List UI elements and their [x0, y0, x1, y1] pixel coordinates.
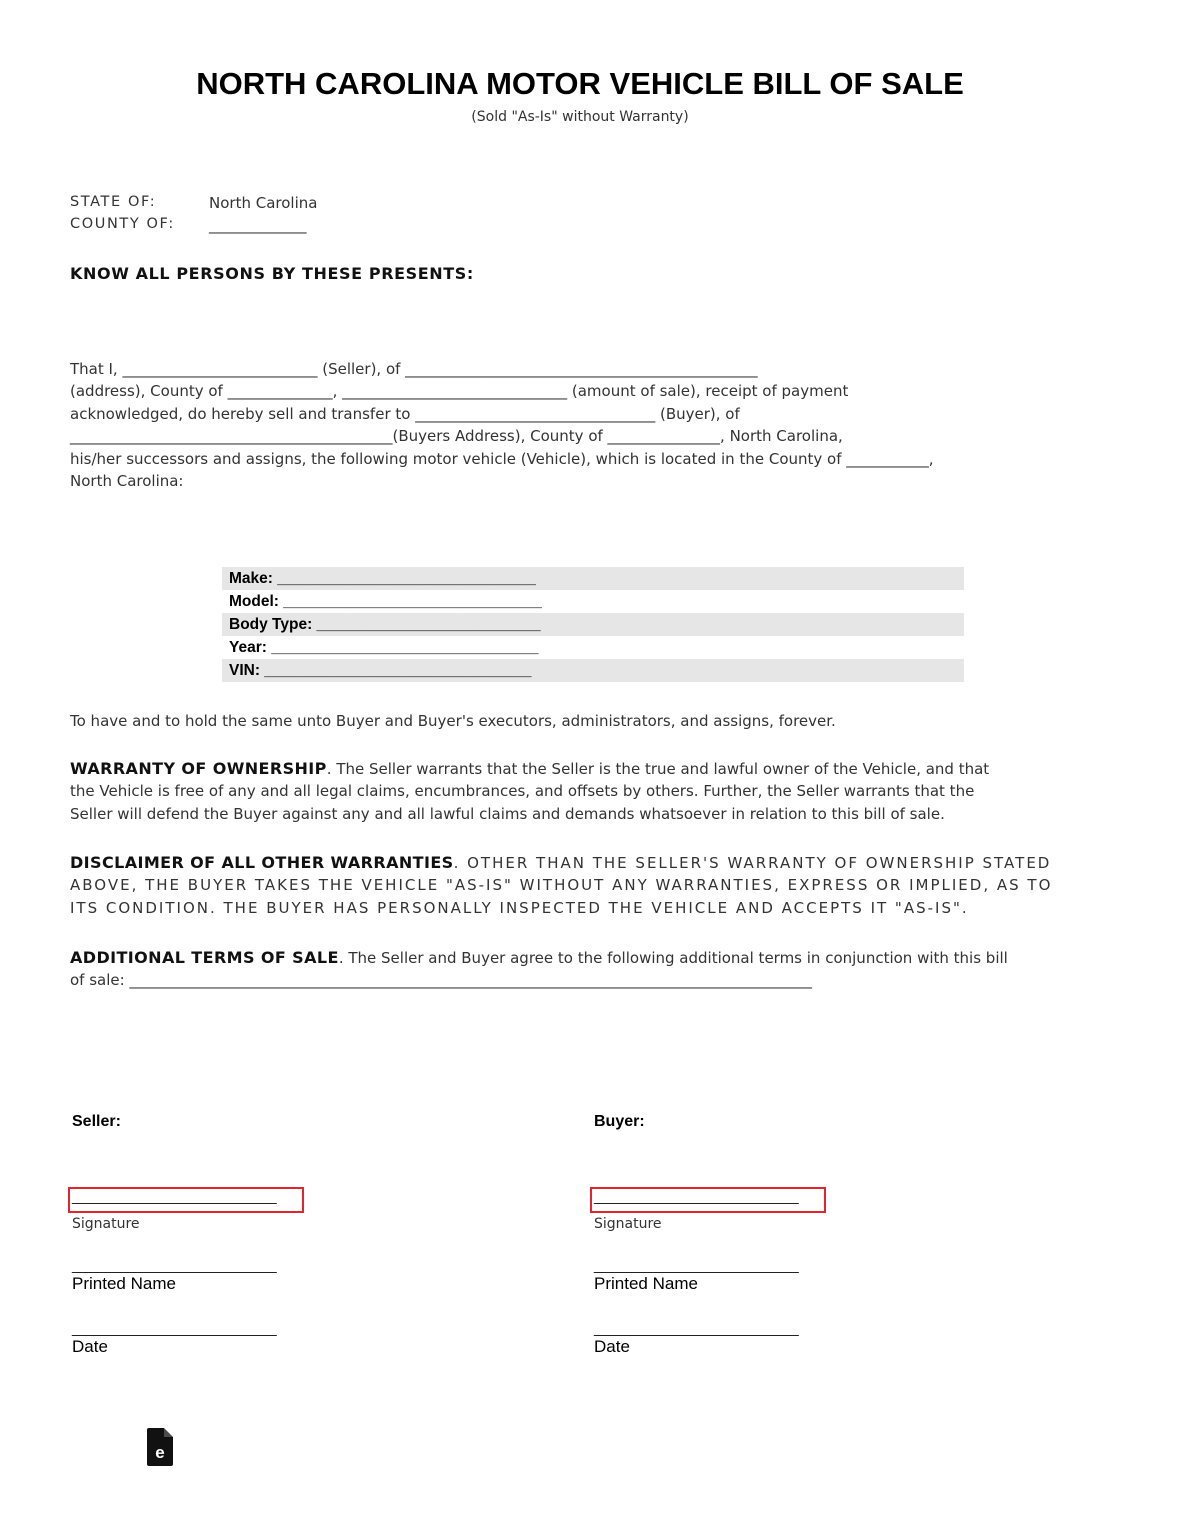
intro-line[interactable]: That I, __________________________ (Seller), of _______________________________________________	[70, 360, 758, 378]
disclaimer-heading: DISCLAIMER OF ALL OTHER WARRANTIES	[70, 853, 454, 872]
document-subtitle: (Sold "As-Is" without Warranty)	[471, 109, 689, 125]
additional-terms-section	[70, 947, 1120, 992]
intro-paragraph	[70, 358, 1120, 492]
buyer-printed-name-label: Printed Name	[594, 1274, 698, 1293]
buyer-signature-line: _______________________	[594, 1188, 799, 1205]
make-field[interactable]: Make: ______________________________	[222, 567, 964, 590]
additional-terms-heading: ADDITIONAL TERMS OF SALE	[70, 948, 339, 967]
intro-line[interactable]: acknowledged, do hereby sell and transfer to ________________________________ (Buyer), of	[70, 404, 740, 423]
warranty-line: . The Seller warrants that the Seller is the true and lawful owner of the Vehicle, and that	[326, 760, 990, 778]
intro-line: North Carolina:	[70, 472, 184, 491]
seller-printed-name-label: Printed Name	[72, 1274, 176, 1293]
warranty-line: Seller will defend the Buyer against any and all lawful claims and demands whatsoever in relation to this bill of sale.	[70, 804, 945, 823]
buyer-printed-name-field[interactable]: _______________________	[594, 1257, 799, 1274]
additional-terms-field[interactable]: of sale: ___________________________________________________________________________________________	[70, 971, 812, 990]
warranty-section	[70, 758, 1120, 825]
document-title: NORTH CAROLINA MOTOR VEHICLE BILL OF SALE	[196, 66, 964, 101]
seller-signature-line: _______________________	[72, 1188, 277, 1205]
seller-signature-label: Signature	[72, 1216, 140, 1232]
buyer-signature-label: Signature	[594, 1216, 662, 1232]
disclaimer-line: ABOVE, THE BUYER TAKES THE VEHICLE "AS-IS" WITHOUT ANY WARRANTIES, EXPRESS OR IMPLIED, AS TO	[70, 876, 1053, 895]
svg-text:e: e	[155, 1443, 165, 1462]
warranty-line: the Vehicle is free of any and all legal claims, encumbrances, and offsets by others. Further, the Seller warrants that the	[70, 782, 975, 801]
disclaimer-section	[70, 852, 1120, 919]
seller-printed-name-field[interactable]: _______________________	[72, 1257, 277, 1274]
intro-line[interactable]: (address), County of ______________, ______________________________ (amount of sale), receipt of payment	[70, 382, 849, 401]
buyer-date-field[interactable]: _______________________	[594, 1320, 799, 1337]
body-type-field[interactable]: Body Type: __________________________	[222, 613, 964, 636]
intro-line[interactable]: ___________________________________________(Buyers Address), County of _______________, North Carolina,	[70, 427, 843, 446]
document-e-logo-icon	[147, 1428, 173, 1466]
buyer-heading: Buyer:	[594, 1113, 645, 1130]
vehicle-details-table	[222, 567, 964, 682]
seller-heading: Seller:	[72, 1113, 121, 1130]
buyer-date-label: Date	[594, 1337, 630, 1356]
additional-terms-line: . The Seller and Buyer agree to the following additional terms in conjunction with this bill	[338, 949, 1008, 967]
state-label: STATE OF:	[70, 194, 157, 210]
model-field[interactable]: Model: ______________________________	[229, 593, 542, 610]
disclaimer-line: ITS CONDITION. THE BUYER HAS PERSONALLY INSPECTED THE VEHICLE AND ACCEPTS IT "AS-IS".	[70, 898, 969, 917]
buyer-signature-field[interactable]	[590, 1187, 826, 1213]
intro-line[interactable]: his/her successors and assigns, the following motor vehicle (Vehicle), which is located in the County of ___________,	[70, 449, 934, 468]
warranty-heading: WARRANTY OF OWNERSHIP	[70, 759, 327, 778]
seller-date-label: Date	[72, 1337, 108, 1356]
county-label: COUNTY OF:	[70, 216, 175, 232]
habendum-clause: To have and to hold the same unto Buyer and Buyer's executors, administrators, and assigns, forever.	[70, 712, 836, 730]
seller-date-field[interactable]: _______________________	[72, 1320, 277, 1337]
disclaimer-line: . OTHER THAN THE SELLER'S WARRANTY OF OWNERSHIP STATED	[453, 854, 1052, 872]
year-field[interactable]: Year: _______________________________	[229, 639, 539, 656]
know-all-heading: KNOW ALL PERSONS BY THESE PRESENTS:	[70, 264, 474, 283]
county-field[interactable]: _____________	[209, 216, 307, 234]
vin-field[interactable]: VIN: _______________________________	[222, 659, 964, 682]
state-value: North Carolina	[209, 194, 318, 212]
seller-signature-field[interactable]	[68, 1187, 304, 1213]
